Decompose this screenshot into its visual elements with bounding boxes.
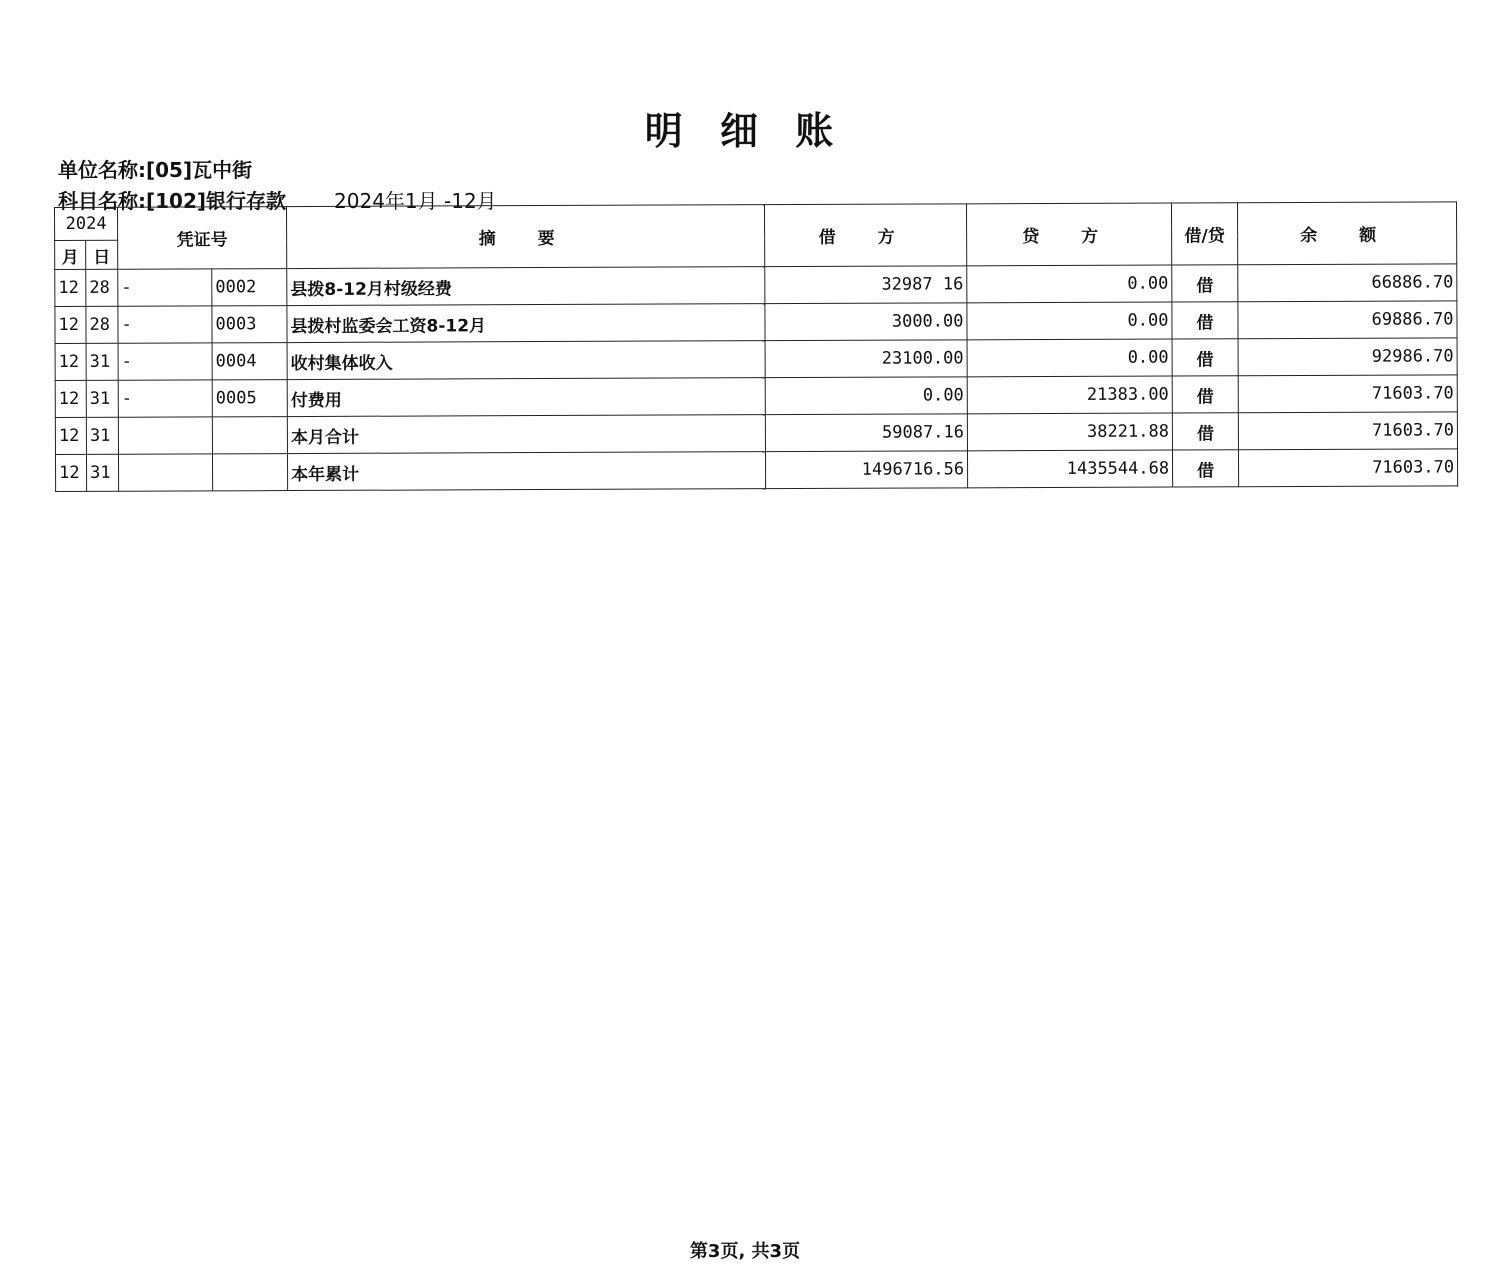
row-day: 31: [86, 380, 118, 417]
row-credit: 0.00: [967, 302, 1172, 340]
ledger-table-container: [54, 201, 1457, 492]
row-balance: 69886.70: [1238, 301, 1457, 339]
page-number: 第3页, 共3页: [689, 1241, 801, 1262]
header-debit: 借 方: [765, 204, 967, 267]
ledger-header: [55, 202, 1457, 270]
unit-name-text: 单位名称:[05]瓦中街: [58, 158, 253, 182]
row-direction: 借: [1172, 413, 1238, 450]
row-direction: 借: [1172, 339, 1238, 376]
header-balance: 余 额: [1238, 202, 1457, 265]
row-day: 31: [86, 343, 118, 380]
row-voucher-type: [118, 417, 212, 454]
header-day: 日: [86, 240, 118, 269]
row-month: 12: [55, 417, 86, 454]
header-summary: 摘 要: [287, 205, 765, 269]
row-voucher-no: [213, 454, 288, 491]
row-summary: 付费用: [287, 378, 765, 417]
row-voucher-type: -: [118, 269, 212, 306]
table-row-month-total: [55, 412, 1457, 455]
row-month: 12: [55, 343, 86, 380]
row-debit: 3000.00: [765, 303, 967, 341]
row-balance: 66886.70: [1238, 264, 1457, 302]
table-row: [55, 338, 1457, 381]
row-credit: 1435544.68: [968, 450, 1173, 488]
row-summary: 收村集体收入: [287, 341, 765, 380]
row-direction: 借: [1172, 265, 1238, 302]
row-summary: 本月合计: [287, 415, 765, 454]
row-voucher-type: [119, 454, 213, 491]
period-text: 2024年1月 -12月: [334, 189, 497, 213]
row-balance: 92986.70: [1238, 338, 1457, 376]
row-direction: 借: [1172, 376, 1238, 413]
row-summary: 本年累计: [288, 452, 766, 491]
row-credit: 38221.88: [967, 413, 1172, 451]
row-credit: 0.00: [967, 339, 1172, 377]
row-summary: 县拨村监委会工资8-12月: [287, 304, 765, 343]
header-voucher: 凭证号: [118, 207, 287, 270]
ledger-table: [54, 201, 1458, 492]
row-month: 12: [55, 380, 86, 417]
ledger-body: [55, 264, 1458, 492]
account-name-text: 科目名称:[102]银行存款: [58, 189, 287, 213]
row-voucher-type: -: [118, 306, 212, 343]
unit-name: [58, 154, 252, 183]
row-summary: 县拨8-12月村级经费: [287, 267, 765, 306]
row-voucher-no: 0003: [212, 306, 287, 343]
row-day: 31: [86, 454, 118, 491]
header-direction: 借/贷: [1172, 203, 1238, 265]
row-voucher-no: 0005: [212, 380, 287, 417]
table-row-year-total: [55, 449, 1457, 492]
document-title: 明 细 账: [644, 109, 846, 153]
row-month: 12: [55, 269, 86, 306]
row-month: 12: [55, 454, 86, 491]
row-day: 31: [86, 417, 118, 454]
row-debit: 32987 16: [765, 266, 967, 304]
row-debit: 23100.00: [765, 340, 967, 378]
row-debit: 1496716.56: [766, 451, 968, 489]
header-credit: 贷 方: [967, 203, 1172, 266]
row-debit: 59087.16: [765, 414, 967, 452]
header-year: 2024: [55, 207, 118, 240]
row-balance: 71603.70: [1238, 412, 1457, 450]
row-direction: 借: [1173, 450, 1239, 487]
row-day: 28: [86, 269, 118, 306]
row-credit: 21383.00: [967, 376, 1172, 414]
row-day: 28: [86, 306, 118, 343]
row-direction: 借: [1172, 302, 1238, 339]
row-balance: 71603.70: [1238, 449, 1457, 487]
row-credit: 0.00: [967, 265, 1172, 303]
header-month: 月: [55, 240, 86, 269]
table-row: [55, 301, 1457, 344]
row-month: 12: [55, 306, 86, 343]
row-voucher-type: -: [118, 343, 212, 380]
row-voucher-no: 0004: [212, 343, 287, 380]
row-balance: 71603.70: [1238, 375, 1457, 413]
row-voucher-no: [212, 417, 287, 454]
row-voucher-no: 0002: [212, 269, 287, 306]
row-voucher-type: -: [118, 380, 212, 417]
table-row: [55, 264, 1457, 307]
row-debit: 0.00: [765, 377, 967, 415]
table-row: [55, 375, 1457, 418]
